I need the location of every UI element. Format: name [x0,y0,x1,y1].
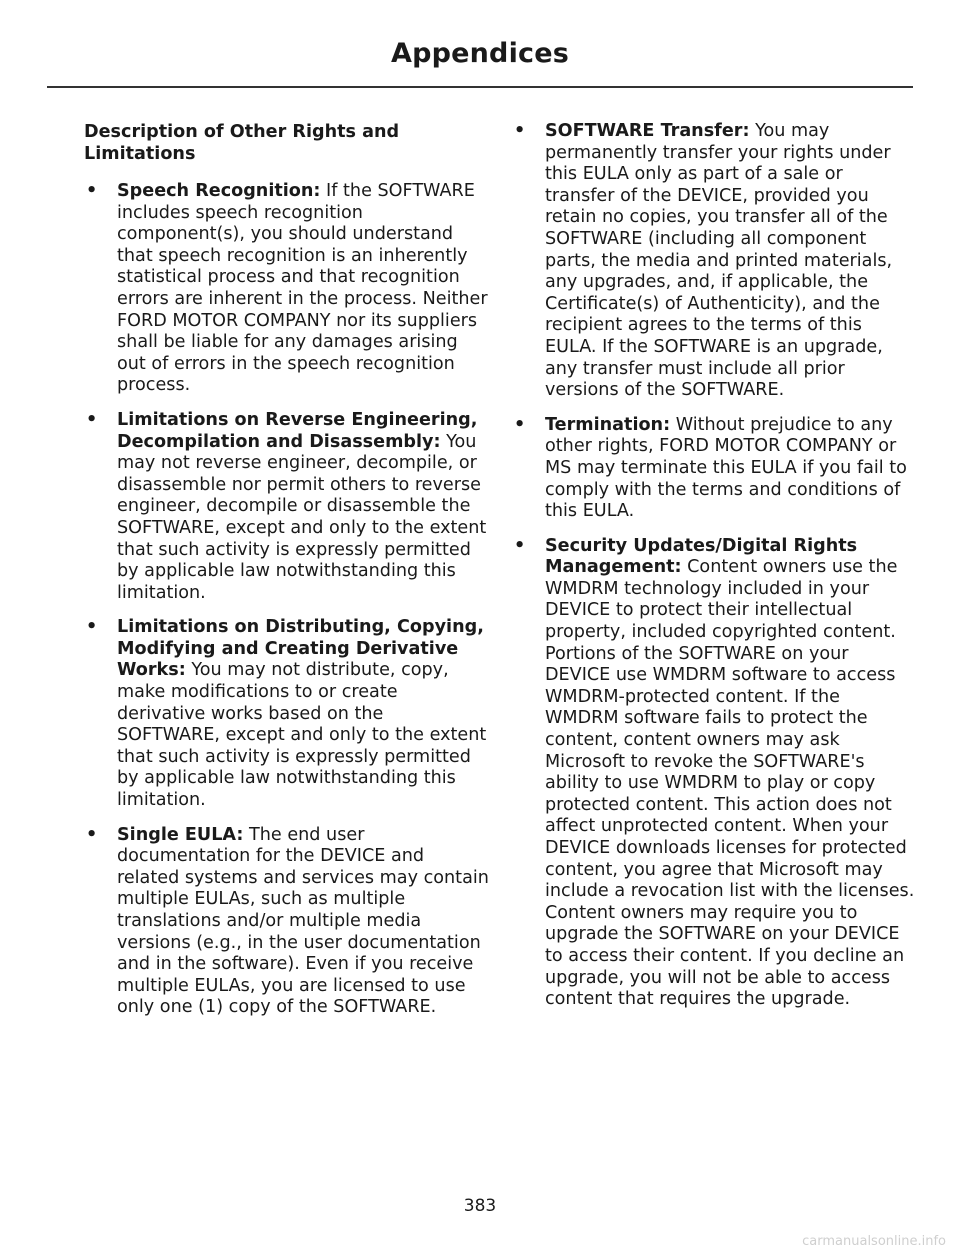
item-term: Limitations on Reverse Engineering, Decompilation and Disassembly: [117,409,478,452]
list-item-termination [512,415,917,523]
page-number: 383 [463,1196,497,1216]
right-bullet-list [512,121,917,1011]
bullet-icon: • [514,414,526,435]
left-column [84,121,489,1032]
bullet-icon: • [86,409,98,430]
item-text: You may permanently transfer your rights under this EULA only as part of a sale or transfer of the DEVICE, provided you retain no copies, you transfer all of the SOFTWARE (including all component parts, the media and printed materials, any upgrades, and, if applicable, the Certificate(s) of Authenticity), and the recipient agrees to the terms of this EULA. If the SOFTWARE is an upgrade, any transfer must include all prior versions of the SOFTWARE. [545,121,893,401]
page-title: Appendices [390,38,570,69]
item-term: Security Updates/Digital Rights Management: [545,535,858,578]
item-text: Without prejudice to any other rights, FORD MOTOR COMPANY or MS may terminate this EULA if you fail to comply with the terms and conditions of this EULA. [545,414,907,522]
bullet-icon: • [86,181,98,201]
item-text: You may not distribute, copy, make modifications to or create derivative works based on the SOFTWARE, except and only to the extent that such activity is expressly permitted by applicable law notwithstanding this limitation. [117,660,487,811]
item-text: Content owners use the WMDRM technology included in your DEVICE to protect their intellectual property, included copyrighted content. Portions of the SOFTWARE on your DEVICE use WMDRM software to access WMDRM-protected content. If the WMDRM software fails to protect the content, content owners may ask Microsoft to revoke the SOFTWARE's ability to use WMDRM to play or copy protected content. This action does not affect unprotected content. When your DEVICE downloads licenses for protected content, you agree that Microsoft may include a revocation list with the licenses. Content owners may require you to upgrade the SOFTWARE on your DEVICE to access their content. If you decline an upgrade, you will not be able to access content that requires the upgrade. [545,557,915,1010]
list-item-distributing [84,617,489,811]
list-item-reverse-engineering [84,410,489,604]
item-term: Termination: [545,414,671,435]
right-column [512,121,917,1024]
item-text: You may not reverse engineer, decompile, or disassemble nor permit others to reverse engineer, decompile or disassemble the SOFTWARE, except and only to the extent that such activity is expressly permitted by applicable law notwithstanding this limitation. [117,431,487,603]
item-term: SOFTWARE Transfer: [545,121,750,141]
left-bullet-list [84,181,489,1019]
bullet-icon: • [514,121,526,141]
header-divider [47,86,913,88]
bullet-icon: • [514,535,526,556]
list-item-software-transfer [512,121,917,402]
watermark: carmanualsonline.info [802,1234,946,1249]
list-item-security-updates [512,536,917,1011]
item-text: The end user documentation for the DEVICE and related systems and services may contain multiple EULAs, such as multiple translations and/or multiple media versions (e.g., in the user documentation and in the software). Even if you receive multiple EULAs, you are licensed to use only one (1) copy of the SOFTWARE. [117,824,489,1018]
list-item-single-eula [84,825,489,1019]
item-term: Speech Recognition: [117,181,321,201]
bullet-icon: • [86,617,98,638]
item-term: Single EULA: [117,824,244,845]
item-text: If the SOFTWARE includes speech recognition component(s), you should understand that speech recognition is an inherently statistical process and that recognition errors are inherent in the process. Neither FORD MOTOR COMPANY nor its suppliers shall be liable for any damages arising out of errors in the speech recognition process. [117,181,488,396]
bullet-icon: • [86,824,98,845]
section-heading: Description of Other Rights and Limitations [84,122,400,164]
item-term: Limitations on Distributing, Copying, Modifying and Creating Derivative Works: [117,617,484,681]
list-item-speech-recognition [84,181,489,397]
